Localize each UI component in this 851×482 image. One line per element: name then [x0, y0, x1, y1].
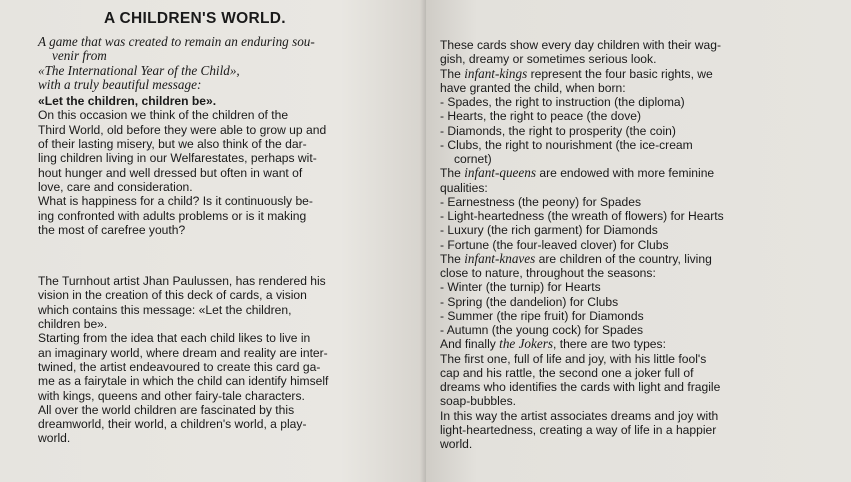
- paragraph-1: [34, 108, 408, 237]
- knaves-intro-line: The infant-knaves are children of the country, living: [440, 250, 712, 266]
- text-line: On this occasion we think of the children of the: [38, 108, 289, 123]
- jokers-intro-line: And finally the Jokers, there are two types:: [440, 336, 666, 352]
- list-item: - Spring (the dandelion) for Clubs: [440, 294, 619, 309]
- list-item: - Fortune (the four-leaved clover) for Clubs: [440, 237, 669, 252]
- list-item: - Summer (the ripe fruit) for Diamonds: [440, 308, 644, 323]
- list-item: - Winter (the turnip) for Hearts: [440, 280, 601, 295]
- text-line: hout hunger and well dressed but often in want of: [38, 165, 303, 180]
- text-line: dreams who identifies the cards with light and fragile: [440, 380, 721, 394]
- text-line: Starting from the idea that each child likes to live in: [38, 331, 311, 346]
- kings-term: infant-kings: [464, 65, 528, 81]
- list-item: - Spades, the right to instruction (the diploma): [440, 95, 685, 109]
- intro-line: A game that was created to remain an enduring sou-: [38, 34, 315, 49]
- text-line: Third World, old before they were able to grow up and: [38, 122, 327, 137]
- text-line: These cards show every day children with their wag-: [440, 38, 721, 52]
- intro-line: venir from: [52, 48, 107, 64]
- text-line: dreamworld, their world, a children's world, a play-: [38, 417, 307, 432]
- text-line: cap and his rattle, the second one a joker full of: [440, 365, 694, 380]
- intro-block: [34, 35, 408, 108]
- text-line: gish, dreamy or sometimes serious look.: [440, 52, 657, 67]
- intro-line: with a truly beautiful message:: [38, 76, 202, 92]
- list-item: - Diamonds, the right to prosperity (the coin): [440, 123, 676, 138]
- jokers-term: the Jokers: [499, 336, 553, 352]
- list-item: - Earnestness (the peony) for Spades: [440, 194, 641, 209]
- text-line: All over the world children are fascinated by this: [38, 402, 295, 417]
- jokers-description: [440, 352, 837, 409]
- closing-paragraph: [440, 409, 837, 452]
- intro-line: «The International Year of the Child»,: [38, 62, 240, 78]
- list-item: - Hearts, the right to peace (the dove): [440, 109, 641, 124]
- text-line: world.: [440, 437, 473, 451]
- text-line: ing confronted with adults problems or is it making: [38, 208, 307, 223]
- page-title: A CHILDREN'S WORLD.: [104, 10, 286, 27]
- list-item: - Clubs, the right to nourishment (the ice-cream: [440, 137, 693, 152]
- text-line: love, care and consideration.: [38, 179, 193, 194]
- text-line: qualities:: [440, 180, 488, 195]
- text-line: vision in the creation of this deck of cards, a vision: [38, 288, 307, 303]
- paragraph-gap: [34, 237, 408, 274]
- list-item: cornet): [454, 152, 492, 166]
- right-page: [426, 0, 851, 482]
- kings-intro-line: The infant-kings represent the four basic rights, we: [440, 65, 713, 81]
- knaves-term: infant-knaves: [464, 250, 536, 266]
- knaves-list: [440, 280, 837, 337]
- text-line: world.: [38, 431, 71, 446]
- text-line: What is happiness for a child? Is it continuously be-: [38, 194, 313, 209]
- text-line: of their lasting misery, but we also think of the dar-: [38, 137, 307, 152]
- paragraph-2: [34, 274, 408, 446]
- list-item: - Autumn (the young cock) for Spades: [440, 323, 644, 337]
- text-line: me as a fairytale in which the child can identify himself: [38, 374, 329, 389]
- text-line: close to nature, throughout the seasons:: [440, 266, 656, 280]
- list-item: - Light-heartedness (the wreath of flowers) for Hearts: [440, 209, 724, 223]
- motto-line: «Let the children, children be».: [38, 94, 217, 109]
- kings-list: [440, 95, 837, 166]
- queens-list: [440, 195, 837, 252]
- text-line: In this way the artist associates dreams and joy with: [440, 408, 719, 423]
- text-line: an imaginary world, where dream and reality are inter-: [38, 345, 328, 360]
- text-line: twined, the artist endeavoured to create this card ga-: [38, 359, 321, 374]
- text-line: with kings, queens and other fairy-tale characters.: [38, 388, 305, 403]
- list-item: - Luxury (the rich garment) for Diamonds: [440, 223, 658, 238]
- text-line: which contains this message: «Let the children,: [38, 302, 292, 317]
- queens-intro-line: The infant-queens are endowed with more feminine: [440, 165, 715, 181]
- text-line: have granted the child, when born:: [440, 80, 626, 95]
- text-line: the most of carefree youth?: [38, 222, 186, 237]
- text-line: soap-bubbles.: [440, 394, 516, 409]
- queens-term: infant-queens: [464, 165, 536, 181]
- text-line: light-heartedness, creating a way of life in a happier: [440, 422, 717, 437]
- text-line: The Turnhout artist Jhan Paulussen, has rendered his: [38, 274, 326, 289]
- text-line: The first one, full of life and joy, with his little fool's: [440, 351, 707, 366]
- text-line: children be».: [38, 317, 108, 332]
- text-line: ling children living in our Welfarestates, perhaps wit-: [38, 151, 317, 166]
